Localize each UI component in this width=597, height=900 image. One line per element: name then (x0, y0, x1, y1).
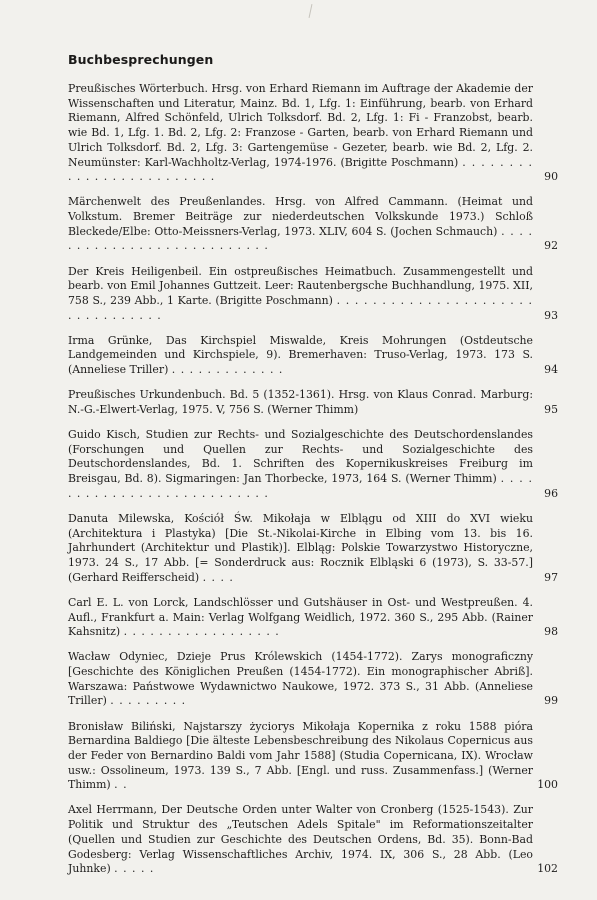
dot-leader: . . (114, 778, 128, 792)
review-entry (68, 428, 558, 502)
review-citation: Guido Kisch, Studien zur Rechts- und Sozialgeschichte des Deutschordenslandes (Forschungen und Quellen zur Rechts- und Sozialgeschichte des Deutschordenslandes, Bd. 1. Schriften des Kopernikuskreises Freiburg im Breisgau, Bd. 8). Sigmaringen: Jan Thorbecke, 1973, 164 S. (Werner Thimm) (68, 428, 533, 486)
review-entry (68, 650, 558, 709)
dot-leader: . . . . . . . . . . . . . . . . . . . . . . . . . . . (68, 472, 534, 500)
review-citation: Der Kreis Heiligenbeil. Ein ostpreußisches Heimatbuch. Zusammengestellt und bearb. von Emil Johannes Guttzeit. Leer: Rautenbergsche Buchhandlung, 1975. XII, 758 S., 239 Abb., 1 Karte. (Brigitte Poschmann) (68, 264, 533, 307)
dot-leader: . . . . . . . . . . . . . (171, 363, 284, 377)
page-number: 99 (544, 694, 558, 708)
review-entry (68, 720, 558, 794)
page-number: 97 (544, 570, 558, 584)
page-number: 90 (544, 170, 558, 184)
review-citation: Danuta Milewska, Kościół Św. Mikołaja w Elblągu od XIII do XVI wieku (Architektura i Plastyka) [Die St.-Nikolai-Kirche in Elbing vom 13. bis 16. Jahrhundert (Architektur und Plastik)]. Elbląg: Polskie Towarzystwo Historyczne, 1973. 24 S., 17 Abb. [= Sonderdruck aus: Rocznik Elbląski 6 (1973), S. 33-57.] (Gerhard Reifferscheid) (68, 511, 533, 584)
review-entry (68, 195, 558, 254)
dot-leader: . . . . . . . . . (110, 694, 187, 708)
page-number: 92 (544, 239, 558, 253)
review-entry (68, 803, 558, 877)
review-list (68, 82, 558, 887)
pencil-mark (309, 4, 313, 18)
page-number: 102 (537, 862, 558, 876)
review-entry (68, 334, 558, 378)
dot-leader: . . . . . . . . . . . . . . . . . . . . . . . . . (68, 155, 533, 184)
page-number: 94 (544, 363, 558, 377)
dot-leader: . . . . . . . . . . . . . . . . . . (123, 625, 280, 639)
review-entry (68, 388, 558, 417)
review-citation: Preußisches Urkundenbuch. Bd. 5 (1352-1361). Hrsg. von Klaus Conrad. Marburg: N.-G.-Elwert-Verlag, 1975. V, 756 S. (Werner Thimm) (68, 388, 533, 416)
review-entry (68, 82, 558, 185)
review-entry (68, 512, 558, 586)
review-citation: Wacław Odyniec, Dzieje Prus Królewskich (1454-1772). Zarys monograficzny [Geschichte des Königlichen Preußen (1454-1772). Ein monographischer Abriß]. Warszawa: Państwowe Wydawnictwo Naukowe, 1972. 373 S., 31 Abb. (Anneliese Triller) (68, 650, 533, 708)
page-number: 93 (544, 308, 558, 322)
review-citation: Preußisches Wörterbuch. Hrsg. von Erhard Riemann im Auftrage der Akademie der Wissenschaften und Literatur, Mainz. Bd. 1, Lfg. 1: Einführung, bearb. von Erhard Riemann, Alfred Schönfeld, Ulrich Tolksdorf. Bd. 2, Lfg. 1: Fi - Franzobst, bearb. wie Bd. 1, Lfg. 1. Bd. 2, Lfg. 2: Franzose - Garten, bearb. von Erhard Riemann und Ulrich Tolksdorf. Bd. 2, Lfg. 3: Gartengemüse - Gezeter, bearb. wie Bd. 2, Lfg. 2. Neumünster: Karl-Wachholtz-Verlag, 1974-1976. (Brigitte Poschmann) (68, 82, 533, 169)
review-citation: Bronisław Biliński, Najstarszy życiorys Mikołaja Kopernika z roku 1588 pióra Bernardina Baldiego [Die älteste Lebensbeschreibung des Nikolaus Copernicus aus der Feder von Bernardino Baldi vom Jahr 1588] (Studia Copernicana, IX). Wrocław usw.: Ossolineum, 1973. 139 S., 7 Abb. [Engl. und russ. Zusammenfass.] (Werner Thimm) (68, 719, 533, 792)
page-number: 98 (544, 625, 558, 639)
review-citation: Irma Grünke, Das Kirchspiel Miswalde, Kreis Mohrungen (Ostdeutsche Landgemeinden und Kirchspiele, 9). Bremerhaven: Truso-Verlag, 1973. 173 S. (Anneliese Triller) (68, 333, 533, 377)
review-citation: Märchenwelt des Preußenlandes. Hrsg. von Alfred Cammann. (Heimat und Volkstum. Bremer Beiträge zur niederdeutschen Volkskunde 1973.) Schloß Bleckede/Elbe: Otto-Meissners-Verlag, 1973. XLIV, 604 S. (Jochen Schmauch) (68, 195, 533, 238)
dot-leader: . . . . . . . . . . . . . . . . . . . . . . . . . . . . . . . . . (68, 293, 534, 322)
dot-leader: . . . . . . . . . . . . . . . . . . . . . . . . . . . (68, 224, 534, 253)
review-citation: Carl E. L. von Lorck, Landschlösser und Gutshäuser in Ost- und Westpreußen. 4. Aufl., Frankfurt a. Main: Verlag Wolfgang Weidlich, 1972. 360 S., 295 Abb. (Rainer Kahsnitz) (68, 595, 533, 639)
dot-leader: . . . . . (114, 862, 155, 876)
page-number: 95 (544, 402, 558, 416)
page-number: 96 (544, 486, 558, 500)
section-heading: Buchbesprechungen (68, 52, 214, 67)
review-entry (68, 265, 558, 324)
page-number: 100 (537, 778, 558, 792)
review-entry (68, 596, 558, 640)
dot-leader: . . . . (202, 570, 234, 584)
review-citation: Axel Herrmann, Der Deutsche Orden unter Walter von Cronberg (1525-1543). Zur Politik und Struktur des „Teutschen Adels Spitale" im Reformationszeitalter (Quellen und Studien zur Geschichte des Deutschen Ordens, Bd. 35). Bonn-Bad Godesberg: Verlag Wissenschaftliches Archiv, 1974. IX, 306 S., 28 Abb. (Leo Juhnke) (68, 803, 533, 876)
